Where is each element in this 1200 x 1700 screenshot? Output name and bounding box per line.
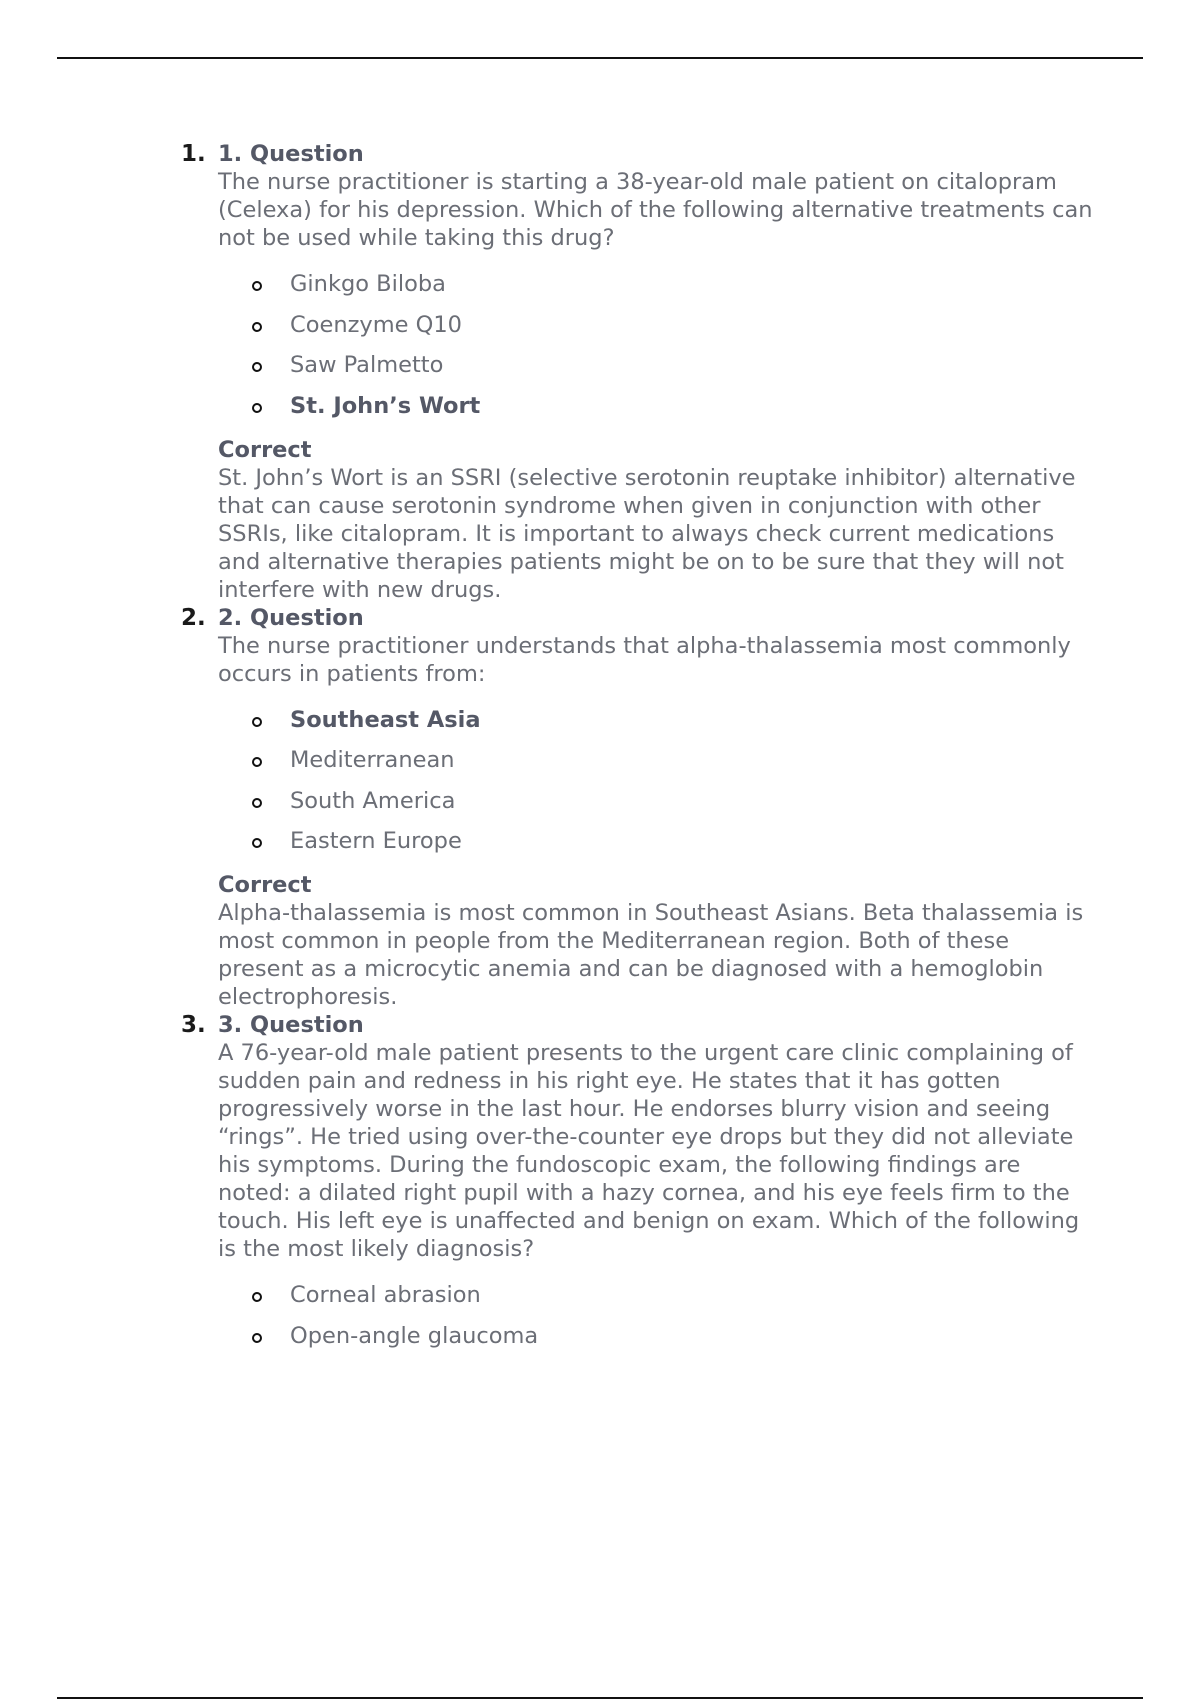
option-item bbox=[218, 787, 1098, 815]
question-number: 2. bbox=[181, 604, 206, 631]
circle-bullet-icon bbox=[252, 1333, 262, 1343]
question-item bbox=[181, 1011, 1098, 1350]
circle-bullet-icon bbox=[252, 717, 262, 727]
question-list bbox=[181, 140, 1098, 1366]
circle-bullet-icon bbox=[252, 362, 262, 372]
question-title: 1. Question bbox=[218, 141, 364, 167]
question-item bbox=[181, 140, 1098, 604]
option-label: Saw Palmetto bbox=[290, 352, 444, 378]
question-number: 1. bbox=[181, 141, 206, 167]
option-item bbox=[218, 270, 1098, 298]
option-label: Coenzyme Q10 bbox=[290, 311, 462, 338]
option-item-correct bbox=[218, 706, 1098, 734]
option-item bbox=[218, 351, 1098, 379]
option-item bbox=[218, 1322, 1098, 1350]
answer-verdict: Correct bbox=[218, 872, 312, 898]
question-text: The nurse practitioner understands that alpha-thalassemia most commonly occurs in patients from: bbox=[218, 632, 1071, 687]
circle-bullet-icon bbox=[252, 1292, 262, 1302]
option-item bbox=[218, 827, 1098, 855]
option-item bbox=[218, 1281, 1098, 1309]
top-rule bbox=[57, 57, 1143, 59]
circle-bullet-icon bbox=[252, 403, 262, 413]
option-label: South America bbox=[290, 787, 456, 814]
circle-bullet-icon bbox=[252, 281, 262, 291]
question-item bbox=[181, 604, 1098, 1012]
circle-bullet-icon bbox=[252, 838, 262, 848]
circle-bullet-icon bbox=[252, 322, 262, 332]
circle-bullet-icon bbox=[252, 757, 262, 767]
bottom-rule bbox=[57, 1697, 1143, 1699]
question-number: 3. bbox=[181, 1012, 206, 1038]
option-label: St. John’s Wort bbox=[290, 392, 481, 419]
answer-verdict: Correct bbox=[218, 436, 312, 463]
option-list bbox=[218, 270, 1098, 420]
circle-bullet-icon bbox=[252, 798, 262, 808]
option-item bbox=[218, 746, 1098, 774]
option-item-correct bbox=[218, 392, 1098, 420]
option-label: Eastern Europe bbox=[290, 828, 462, 854]
question-text: A 76-year-old male patient presents to the urgent care clinic complaining of sudden pain and redness in his right eye. He states that it has gotten progressively worse in the last hour. He endorses blurry vision and seeing “rings”. He tried using over-the-counter eye drops but they did not alleviate his symptoms. During the fundoscopic exam, the following findings are noted: a dilated right pupil with a hazy cornea, and his eye feels firm to the touch. His left eye is unaffected and benign on exam. Which of the following is the most likely diagnosis? bbox=[218, 1040, 1080, 1262]
option-list bbox=[218, 706, 1098, 856]
option-label: Open-angle glaucoma bbox=[290, 1322, 539, 1349]
question-title: 2. Question bbox=[218, 604, 364, 631]
option-label: Corneal abrasion bbox=[290, 1282, 481, 1308]
answer-explanation: St. John’s Wort is an SSRI (selective serotonin reuptake inhibitor) alternative that can cause serotonin syndrome when given in conjunction with other SSRIs, like citalopram. It is important to always check current medications and alternative therapies patients might be on to be sure that they will not interfere with new drugs. bbox=[218, 464, 1076, 603]
option-label: Ginkgo Biloba bbox=[290, 271, 446, 297]
option-label: Southeast Asia bbox=[290, 706, 481, 733]
option-item bbox=[218, 311, 1098, 339]
answer-explanation: Alpha-thalassemia is most common in Southeast Asians. Beta thalassemia is most common in people from the Mediterranean region. Both of these present as a microcytic anemia and can be diagnosed with a hemoglobin electrophoresis. bbox=[218, 900, 1084, 1010]
option-label: Mediterranean bbox=[290, 747, 455, 773]
option-list bbox=[218, 1281, 1098, 1350]
question-title: 3. Question bbox=[218, 1012, 364, 1038]
question-text: The nurse practitioner is starting a 38-year-old male patient on citalopram (Celexa) for his depression. Which of the following alternative treatments can not be used while taking this drug? bbox=[218, 169, 1093, 251]
